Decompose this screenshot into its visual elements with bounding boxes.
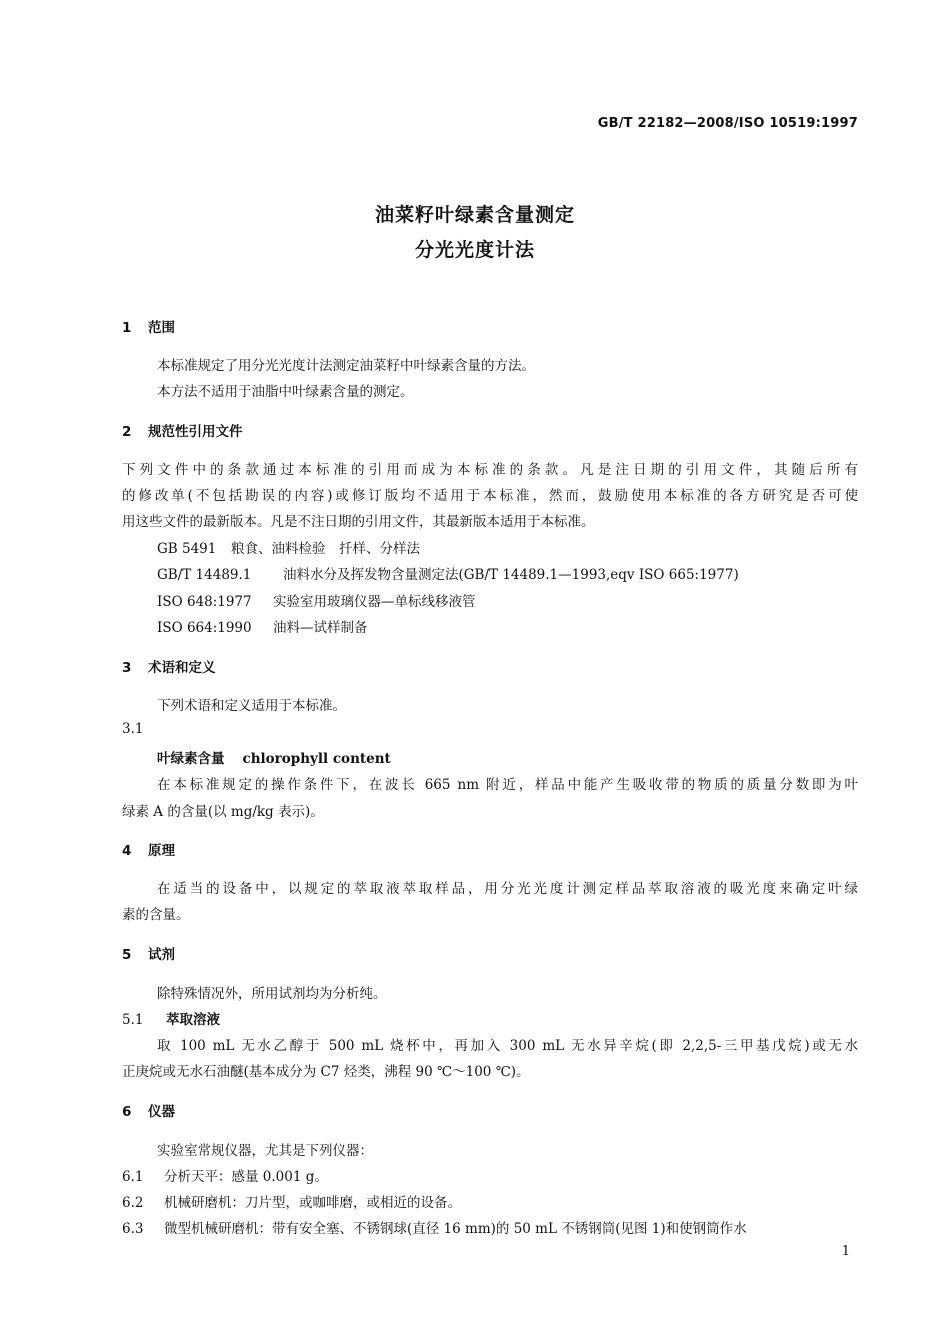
section-3-para-1: 下列术语和定义适用于本标准。 <box>157 698 346 714</box>
document-title-line2: 分光光度计法 <box>414 239 535 261</box>
term-chinese: 叶绿素含量 <box>157 751 225 767</box>
section-2-line-3: 用这些文件的最新版本。凡是不注日期的引用文件，其最新版本适用于本标准。 <box>122 514 595 530</box>
section-2-line-1: 下列文件中的条款通过本标准的引用而成为本标准的条款。凡是注日期的引用文件，其随后所有 <box>122 462 858 478</box>
reference-item <box>157 537 420 557</box>
section-3-heading: 3 术语和定义 <box>122 660 216 676</box>
section-4-heading: 4 原理 <box>122 843 175 859</box>
section-1-heading: 1 范围 <box>122 320 175 336</box>
list-item: 6.2 机械研磨机：刀片型，或咖啡磨，或相近的设备。 <box>122 1195 461 1211</box>
section-5-1-line-2: 正庚烷或无水石油醚(基本成分为 C7 烃类，沸程 90 ℃～100 ℃)。 <box>122 1064 530 1080</box>
section-2-line-2: 的修改单(不包括勘误的内容)或修订版均不适用于本标准，然而，鼓励使用本标准的各方研究是否可使 <box>122 488 858 504</box>
subsection-3-1-number: 3.1 <box>122 721 144 737</box>
reference-title: 粮食、油料检验 扦样、分样法 <box>231 541 420 557</box>
reference-code: ISO 648:1977 <box>157 594 252 610</box>
term-definition-line-1: 在本标准规定的操作条件下，在波长 665 nm 附近，样品中能产生吸收带的物质的质量分数即为叶 <box>157 777 858 793</box>
section-6-heading: 6 仪器 <box>122 1104 175 1120</box>
reference-item <box>157 590 476 610</box>
section-2-heading: 2 规范性引用文件 <box>122 424 243 440</box>
reference-item <box>157 563 739 583</box>
section-5-heading: 5 试剂 <box>122 947 175 963</box>
term-entry <box>157 747 391 767</box>
section-1-para-1: 本标准规定了用分光光度计法测定油菜籽中叶绿素含量的方法。 <box>157 358 535 374</box>
section-1-para-2: 本方法不适用于油脂中叶绿素含量的测定。 <box>157 384 414 400</box>
reference-title: 油料—试样制备 <box>273 620 368 636</box>
page-number: 1 <box>841 1244 850 1259</box>
reference-title: 油料水分及挥发物含量测定法(GB/T 14489.1—1993,eqv ISO 665:1977) <box>283 567 739 583</box>
reference-title: 实验室用玻璃仪器—单标线移液管 <box>273 594 476 610</box>
standard-code: GB/T 22182—2008/ISO 10519:1997 <box>597 116 858 131</box>
list-item: 6.3 微型机械研磨机：带有安全塞、不锈钢球(直径 16 mm)的 50 mL 不锈钢筒(见图 1)和使钢筒作水 <box>122 1221 747 1237</box>
section-4-line-1: 在适当的设备中，以规定的萃取液萃取样品，用分光光度计测定样品萃取溶液的吸光度来确定叶绿 <box>157 881 858 897</box>
reference-code: GB 5491 <box>157 541 217 557</box>
reference-code: GB/T 14489.1 <box>157 567 252 583</box>
section-6-para-1: 实验室常规仪器，尤其是下列仪器： <box>157 1143 373 1159</box>
section-4-line-2: 素的含量。 <box>122 907 190 923</box>
subsection-5-1-heading: 5.1 萃取溶液 <box>122 1012 220 1028</box>
reference-item <box>157 616 368 636</box>
document-title-line1: 油菜籽叶绿素含量测定 <box>374 204 575 226</box>
list-item: 6.1 分析天平：感量 0.001 g。 <box>122 1169 328 1185</box>
reference-code: ISO 664:1990 <box>157 620 252 636</box>
section-5-para-1: 除特殊情况外，所用试剂均为分析纯。 <box>157 986 387 1002</box>
section-5-1-line-1: 取 100 mL 无水乙醇于 500 mL 烧杯中，再加入 300 mL 无水异辛烷(即 2,2,5-三甲基戊烷)或无水 <box>157 1038 858 1054</box>
term-definition-line-2: 绿素 A 的含量(以 mg/kg 表示)。 <box>122 804 324 820</box>
term-english: chlorophyll content <box>242 751 391 767</box>
